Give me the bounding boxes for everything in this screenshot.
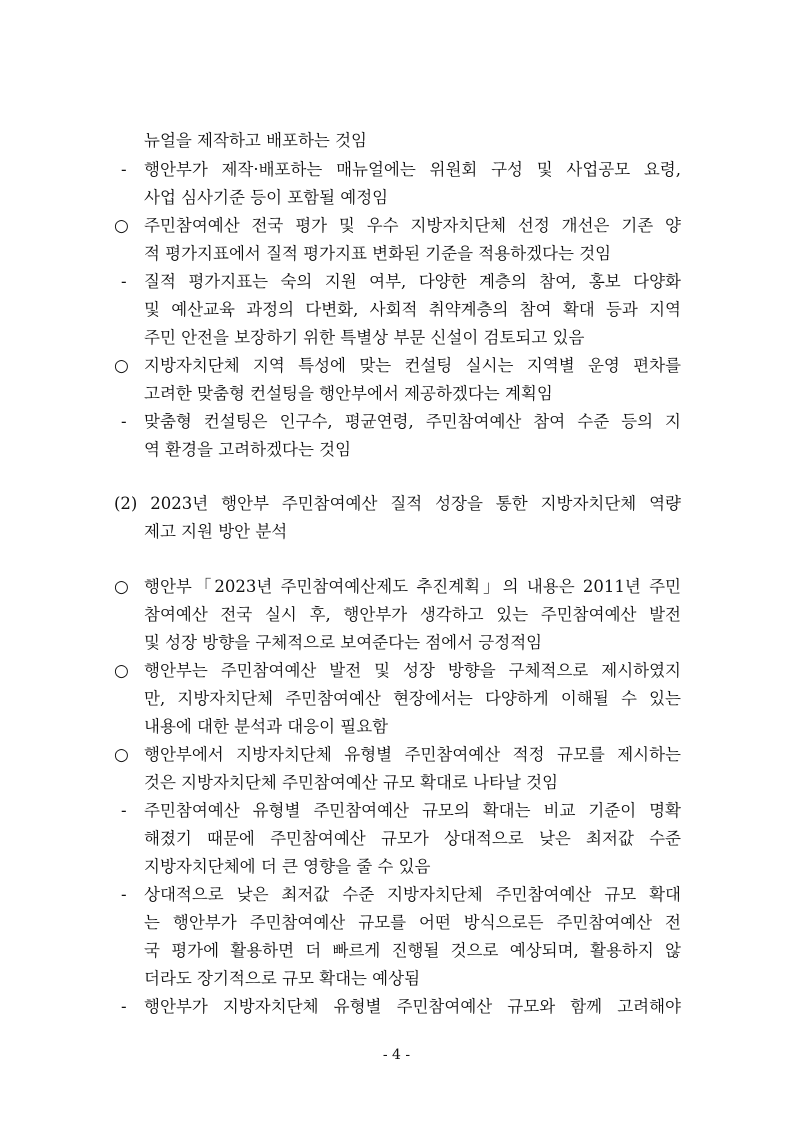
dash-marker: - [121,160,127,179]
text-line: 주민 안전을 보장하기 위한 특별상 부문 신설이 검토되고 있음 [144,328,585,347]
text-line: 지방자치단체에 더 큰 영향을 줄 수 있음 [144,857,431,876]
text-line: 는 행안부가 주민참여예산 규모를 어떤 방식으로든 주민참여예산 전 [144,913,681,932]
text-line: 상대적으로 낮은 최저값 수준 지방자치단체 주민참여예산 규모 확대 [144,885,681,904]
dash-marker: - [121,801,127,820]
circle-bullet: ○ [114,745,129,765]
text-line: 국 평가에 활용하면 더 빠르게 진행될 것으로 예상되며, 활용하지 않 [144,941,681,960]
text-line: 역 환경을 고려하겠다는 것임 [144,440,352,459]
text-line: 행안부「2023년 주민참여예산제도 추진계획」의 내용은 2011년 주민 [144,577,681,596]
text-line: 고려한 맞춤형 컨설팅을 행안부에서 제공하겠다는 계획임 [144,384,553,403]
text-line: 뉴얼을 제작하고 배포하는 것임 [144,131,367,150]
text-line: 해졌기 때문에 주민참여예산 규모가 상대적으로 낮은 최저값 수준 [144,829,681,848]
text-line: 만, 지방자치단체 주민참여예산 현장에서는 다양하게 이해될 수 있는 [144,689,681,708]
circle-bullet: ○ [114,661,129,681]
text-line: 참여예산 전국 실시 후, 행안부가 생각하고 있는 주민참여예산 발전 [144,605,681,624]
text-line: 주민참여예산 유형별 주민참여예산 규모의 확대는 비교 기준이 명확 [144,801,681,820]
section-heading-cont: 제고 지원 방안 분석 [144,522,288,541]
text-line: 행안부에서 지방자치단체 유형별 주민참여예산 적정 규모를 제시하는 [144,745,681,764]
text-line: 행안부는 주민참여예산 발전 및 성장 방향을 구체적으로 제시하였지 [144,661,681,680]
text-line: 지방자치단체 지역 특성에 맞는 컨설팅 실시는 지역별 운영 편차를 [144,356,681,375]
text-line: 행안부가 제작·배포하는 매뉴얼에는 위원회 구성 및 사업공모 요령, [144,160,681,179]
text-line: 더라도 장기적으로 규모 확대는 예상됨 [144,969,421,988]
text-line: 적 평가지표에서 질적 평가지표 변화된 기준을 적용하겠다는 것임 [144,244,612,263]
dash-marker: - [121,885,127,904]
dash-marker: - [121,412,127,431]
page-number: - 4 - [382,1047,411,1063]
section-heading: (2) 2023년 행안부 주민참여예산 질적 성장을 통한 지방자치단체 역량 [114,494,681,513]
dash-marker: - [121,272,127,291]
text-line: 것은 지방자치단체 주민참여예산 규모 확대로 나타날 것임 [144,773,559,792]
circle-bullet: ○ [114,216,129,236]
dash-marker: - [121,997,127,1016]
circle-bullet: ○ [114,356,129,376]
text-line: 주민참여예산 전국 평가 및 우수 지방자치단체 선정 개선은 기존 양 [144,216,681,235]
text-line: 사업 심사기준 등이 포함될 예정임 [144,188,389,207]
text-line: 및 성장 방향을 구체적으로 보여준다는 점에서 긍정적임 [144,633,543,652]
text-line: 및 예산교육 과정의 다변화, 사회적 취약계층의 참여 확대 등과 지역 [144,300,681,319]
text-line: 내용에 대한 분석과 대응이 필요함 [144,717,389,736]
text-line: 질적 평가지표는 숙의 지원 여부, 다양한 계층의 참여, 홍보 다양화 [144,272,681,291]
circle-bullet: ○ [114,577,129,597]
text-line: 맞춤형 컨설팅은 인구수, 평균연령, 주민참여예산 참여 수준 등의 지 [144,412,681,431]
text-line: 행안부가 지방자치단체 유형별 주민참여예산 규모와 함께 고려해야 [144,997,681,1016]
